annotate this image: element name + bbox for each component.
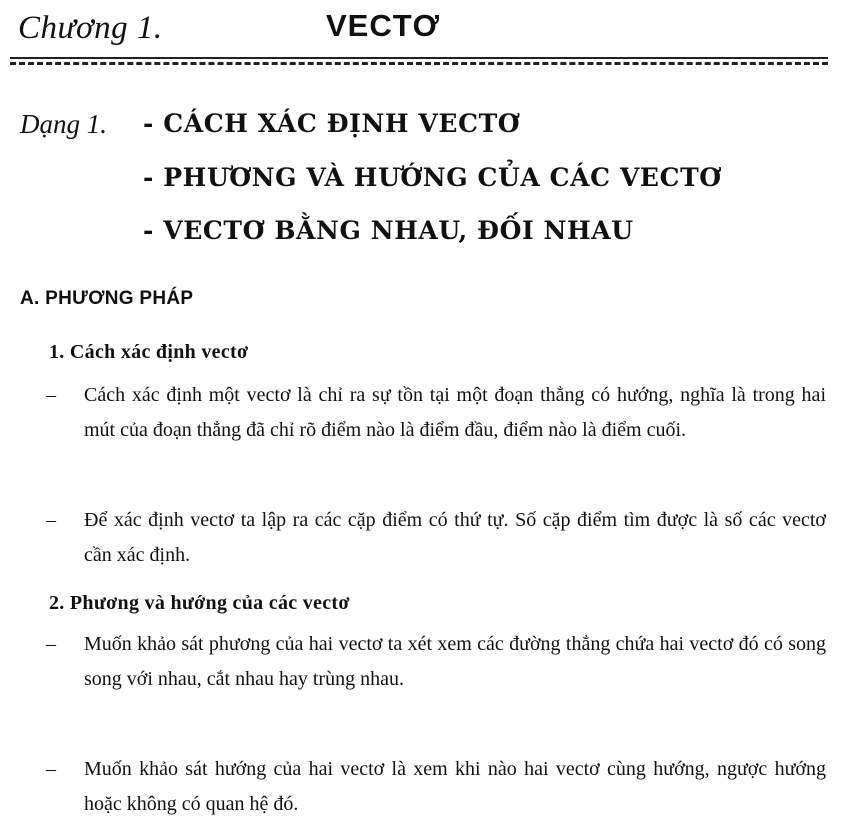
bullet-text: Muốn khảo sát phương của hai vectơ ta xét xem các đường thẳng chứa hai vectơ đó có song song với nhau, cắt nhau hay trùng nhau. xyxy=(84,633,826,690)
subheading-2: 2. Phương và hướng của các vectơ xyxy=(49,592,350,614)
header-rule-line-bottom xyxy=(10,62,828,65)
bullet-item xyxy=(46,503,826,573)
bullet-text: Cách xác định một vectơ là chỉ ra sự tồn tại một đoạn thẳng có hướng, nghĩa là trong hai mút của đoạn thẳng đã chỉ rõ điểm nào là điểm đầu, điểm nào là điểm cuối. xyxy=(84,384,826,441)
bullet-item xyxy=(46,752,826,822)
chapter-title: VECTƠ xyxy=(326,8,441,43)
bullet-item xyxy=(46,378,826,448)
subheading-1: 1. Cách xác định vectơ xyxy=(49,341,249,363)
bullet-dash: – xyxy=(46,384,56,406)
bullet-dash: – xyxy=(46,509,56,531)
bullet-text: Để xác định vectơ ta lập ra các cặp điểm có thứ tự. Số cặp điểm tìm được là số các vectơ cần xác định. xyxy=(84,509,826,566)
header-rule xyxy=(10,56,828,68)
bullet-item xyxy=(46,627,826,697)
bullet-text: Muốn khảo sát hướng của hai vectơ là xem khi nào hai vectơ cùng hướng, ngược hướng hoặc không có quan hệ đó. xyxy=(84,758,826,815)
bullet-dash: – xyxy=(46,633,56,655)
dang-topic-3: - VECTƠ BẰNG NHAU, ĐỐI NHAU xyxy=(143,216,634,245)
dang-topic-1: - CÁCH XÁC ĐỊNH VECTƠ xyxy=(143,109,521,138)
dang-label: Dạng 1. xyxy=(20,109,107,139)
section-heading: A. PHƯƠNG PHÁP xyxy=(20,288,194,309)
chapter-label: Chương 1. xyxy=(18,10,163,46)
header-rule-line-top xyxy=(10,57,828,59)
bullet-dash: – xyxy=(46,758,56,780)
dang-topic-2: - PHƯƠNG VÀ HƯỚNG CỦA CÁC VECTƠ xyxy=(143,163,722,192)
